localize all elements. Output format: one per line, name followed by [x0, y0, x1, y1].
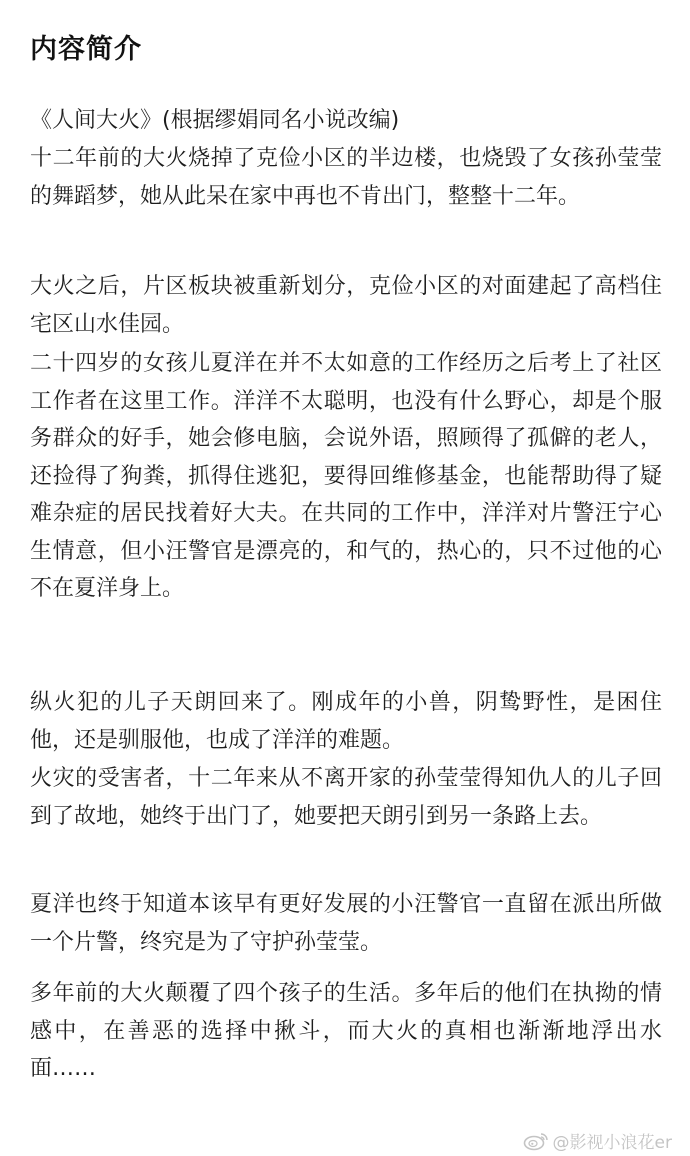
section-heading: 内容简介: [30, 34, 142, 65]
paragraph-6: 夏洋也终于知道本该早有更好发展的小汪警官一直留在派出所做一个片警，终究是为了守护孙莹莹。: [30, 892, 662, 955]
paragraph-1: 十二年前的大火烧掉了克俭小区的半边楼，也烧毁了女孩孙莹莹的舞蹈梦，她从此呆在家中再也不肯出门，整整十二年。: [30, 146, 662, 209]
watermark: [523, 1128, 672, 1153]
weibo-logo-icon: [523, 1131, 549, 1151]
paragraph-3: 二十四岁的女孩儿夏洋在并不太如意的工作经历之后考上了社区工作者在这里工作。洋洋不太聪明，也没有什么野心，却是个服务群众的好手，她会修电脑，会说外语，照顾得了孤僻的老人，还捡得了狗粪，抓得住逃犯，要得回维修基金，也能帮助得了疑难杂症的居民找着好大夫。在共同的工作中，洋洋对片警汪宁心生情意，但小汪警官是漂亮的，和气的，热心的，只不过他的心不在夏洋身上。: [30, 351, 662, 601]
paragraph-7: 多年前的大火颠覆了四个孩子的生活。多年后的他们在执拗的情感中，在善恶的选择中揪斗，而大火的真相也渐渐地浮出水面……: [30, 981, 662, 1081]
paragraph-2: 大火之后，片区板块被重新划分，克俭小区的对面建起了高档住宅区山水佳园。: [30, 274, 662, 337]
paragraph-5: 火灾的受害者，十二年来从不离开家的孙莹莹得知仇人的儿子回到了故地，她终于出门了，她要把天朗引到另一条路上去。: [30, 766, 662, 829]
watermark-text: @影视小浪花er: [552, 1133, 672, 1153]
paragraph-4: 纵火犯的儿子天朗回来了。刚成年的小兽，阴鸷野性，是困住他，还是驯服他，也成了洋洋的难题。: [30, 690, 662, 753]
book-subtitle: 《人间大火》(根据缪娟同名小说改编): [30, 108, 400, 133]
